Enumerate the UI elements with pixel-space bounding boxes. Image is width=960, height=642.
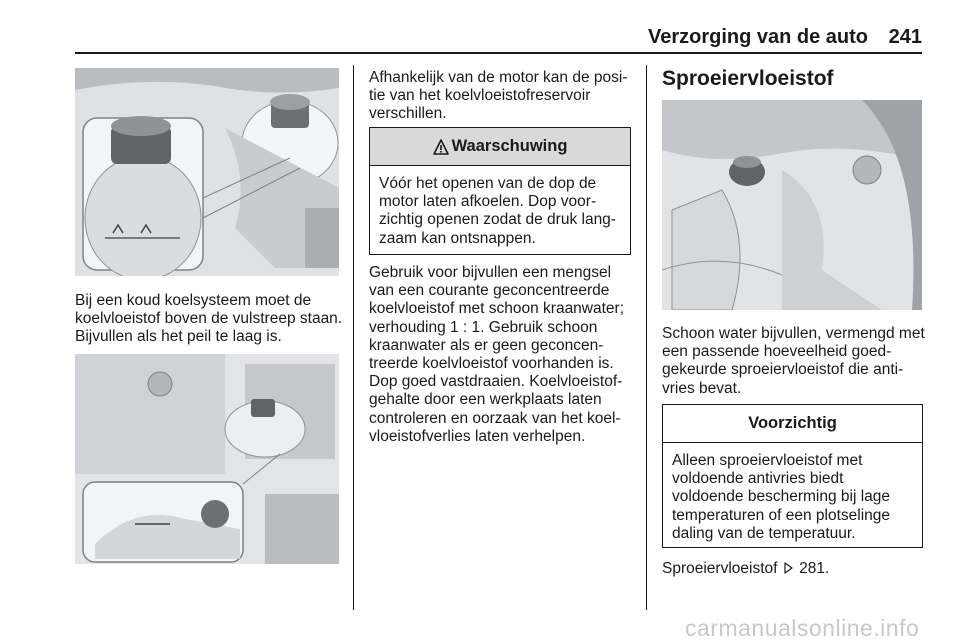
washer-fluid-instructions: Schoon water bijvullen, vermengd met een passende hoeveelheid goed-gekeurde sproeiervloeistof die anti-vries bevat. — [662, 325, 925, 397]
caution-box — [662, 404, 923, 548]
header-rule — [75, 52, 922, 54]
column-divider-1 — [353, 65, 354, 610]
cross-reference-page[interactable]: 281. — [799, 560, 830, 577]
watermark: carmanualsonline.info — [685, 615, 920, 641]
washer-fluid-heading: Sproeiervloeistof — [662, 67, 834, 90]
warning-box — [369, 127, 631, 255]
caution-header — [663, 405, 922, 443]
washer-fluid-illustration — [662, 100, 922, 310]
reservoir-position-intro: Afhankelijk van de motor kan de posi-tie van het koelvloeistofreservoir verschillen. — [369, 69, 628, 123]
page-reference-arrow-icon — [784, 562, 793, 574]
coolant-caption: Bij een koud koelsysteem moet de koelvloeistof boven de vulstreep staan. Bijvullen als het peil te laag is. — [75, 292, 343, 346]
warning-header — [370, 128, 630, 166]
caution-text: Alleen sproeiervloeistof met voldoende antivries biedt voldoende bescherming bij lage temperaturen of een plotselinge daling van de temperatuur. — [672, 452, 891, 542]
warning-triangle-icon — [433, 139, 449, 155]
coolant-reservoir-illustration — [75, 68, 339, 276]
warning-text: Vóór het openen van de dop de motor laten afkoelen. Dop voor-zichtig openen zodat de druk lang-zaam kan ontsnappen. — [379, 175, 616, 247]
column-divider-2 — [646, 65, 647, 610]
coolant-instructions: Gebruik voor bijvullen een mengsel van een courante geconcentreerde koelvloeistof met schoon kraanwater; verhouding 1 : 1. Gebruik schoon kraanwater als er geen geconcen-treerde koelvloeistof voorhanden is. Dop goed vastdraaien. Koelvloeistof-gehalte door een werkplaats laten controleren en oorzaak van het koel-vloeistofverlies laten verhelpen. — [369, 264, 625, 445]
cross-reference-label: Sproeiervloeistof — [662, 560, 778, 577]
cross-reference — [662, 560, 922, 578]
caution-title: Voorzichtig — [748, 414, 837, 432]
coolant-level-illustration — [75, 354, 339, 564]
page-number: 241 — [888, 26, 922, 48]
warning-title: Waarschuwing — [451, 137, 568, 155]
header-title: Verzorging van de auto — [647, 26, 868, 48]
